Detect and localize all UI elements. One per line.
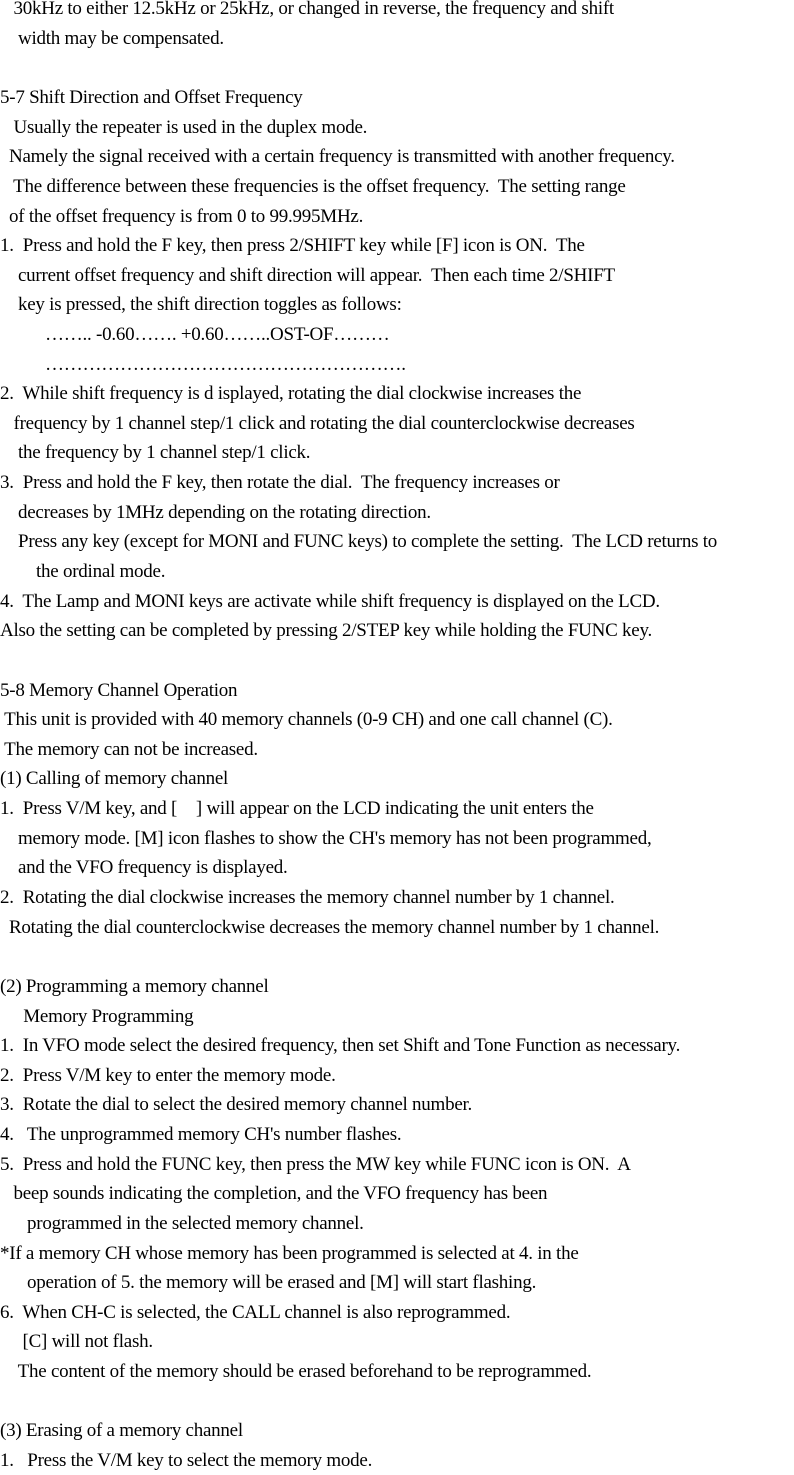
- section-heading: 5-8 Memory Channel Operation: [0, 680, 238, 701]
- text-line: decreases by 1MHz depending on the rotating direction.: [0, 502, 431, 523]
- text-line: frequency by 1 channel step/1 click and rotating the dial counterclockwise decreases: [0, 413, 635, 434]
- text-line: key is pressed, the shift direction toggles as follows:: [0, 294, 402, 315]
- text-line: current offset frequency and shift direction will appear. Then each time 2/SHIFT: [0, 265, 615, 286]
- text-line: 2. Press V/M key to enter the memory mode.: [0, 1065, 336, 1086]
- text-line: programmed in the selected memory channel.: [0, 1213, 364, 1234]
- text-line: Memory Programming: [0, 1006, 217, 1027]
- text-line: The memory can not be increased.: [0, 739, 258, 760]
- text-line: The difference between these frequencies is the offset frequency. The setting range: [0, 176, 626, 197]
- text-line: 4. The unprogrammed memory CH's number flashes.: [0, 1124, 402, 1145]
- text-line: and the VFO frequency is displayed.: [0, 857, 288, 878]
- text-line: Usually the repeater is used in the duplex mode.: [0, 117, 368, 138]
- text-line: Also the setting can be completed by pressing 2/STEP key while holding the FUNC key.: [0, 620, 652, 641]
- text-line: 1. In VFO mode select the desired frequency, then set Shift and Tone Function as necessary.: [0, 1035, 681, 1056]
- text-line: [C] will not flash.: [0, 1331, 153, 1352]
- text-line: memory mode. [M] icon flashes to show the CH's memory has not been programmed,: [0, 828, 652, 849]
- text-line: 1. Press and hold the F key, then press 2/SHIFT key while [F] icon is ON. The: [0, 235, 585, 256]
- subsection-heading: (3) Erasing of a memory channel: [0, 1420, 243, 1441]
- text-line: 1. Press the V/M key to select the memory mode.: [0, 1450, 373, 1471]
- subsection-heading: (1) Calling of memory channel: [0, 768, 229, 789]
- text-line: 2. Rotating the dial clockwise increases the memory channel number by 1 channel.: [0, 887, 615, 908]
- text-line: …….. -0.60……. +0.60……..OST-OF………: [0, 324, 390, 345]
- text-line: the ordinal mode.: [0, 561, 166, 582]
- text-line: 30kHz to either 12.5kHz or 25kHz, or changed in reverse, the frequency and shift: [0, 0, 614, 19]
- text-line: ………………………………………………….: [0, 354, 406, 375]
- text-line: of the offset frequency is from 0 to 99.995MHz.: [0, 206, 364, 227]
- text-line: 5. Press and hold the FUNC key, then press the MW key while FUNC icon is ON. A: [0, 1154, 631, 1175]
- text-line: beep sounds indicating the completion, and the VFO frequency has been: [0, 1183, 548, 1204]
- text-line: 2. While shift frequency is d isplayed, rotating the dial clockwise increases the: [0, 383, 582, 404]
- text-line: 6. When CH-C is selected, the CALL channel is also reprogrammed.: [0, 1302, 511, 1323]
- text-line: The content of the memory should be erased beforehand to be reprogrammed.: [0, 1361, 592, 1382]
- text-line: 3. Press and hold the F key, then rotate the dial. The frequency increases or: [0, 472, 560, 493]
- text-line: 4. The Lamp and MONI keys are activate while shift frequency is displayed on the LCD.: [0, 591, 660, 612]
- text-line: the frequency by 1 channel step/1 click.: [0, 442, 311, 463]
- text-line: *If a memory CH whose memory has been programmed is selected at 4. in the: [0, 1243, 579, 1264]
- text-line: operation of 5. the memory will be erased and [M] will start flashing.: [0, 1272, 537, 1293]
- text-line: Press any key (except for MONI and FUNC keys) to complete the setting. The LCD returns to: [0, 531, 717, 552]
- text-line: 1. Press V/M key, and [ ] will appear on the LCD indicating the unit enters the: [0, 798, 594, 819]
- text-line: Namely the signal received with a certain frequency is transmitted with another frequency.: [0, 146, 675, 167]
- subsection-heading: (2) Programming a memory channel: [0, 976, 269, 997]
- text-line: This unit is provided with 40 memory channels (0-9 CH) and one call channel (C).: [0, 709, 613, 730]
- text-line: Rotating the dial counterclockwise decreases the memory channel number by 1 channel.: [0, 917, 660, 938]
- text-line: width may be compensated.: [0, 28, 224, 49]
- text-line: 3. Rotate the dial to select the desired memory channel number.: [0, 1094, 473, 1115]
- section-heading: 5-7 Shift Direction and Offset Frequency: [0, 87, 303, 108]
